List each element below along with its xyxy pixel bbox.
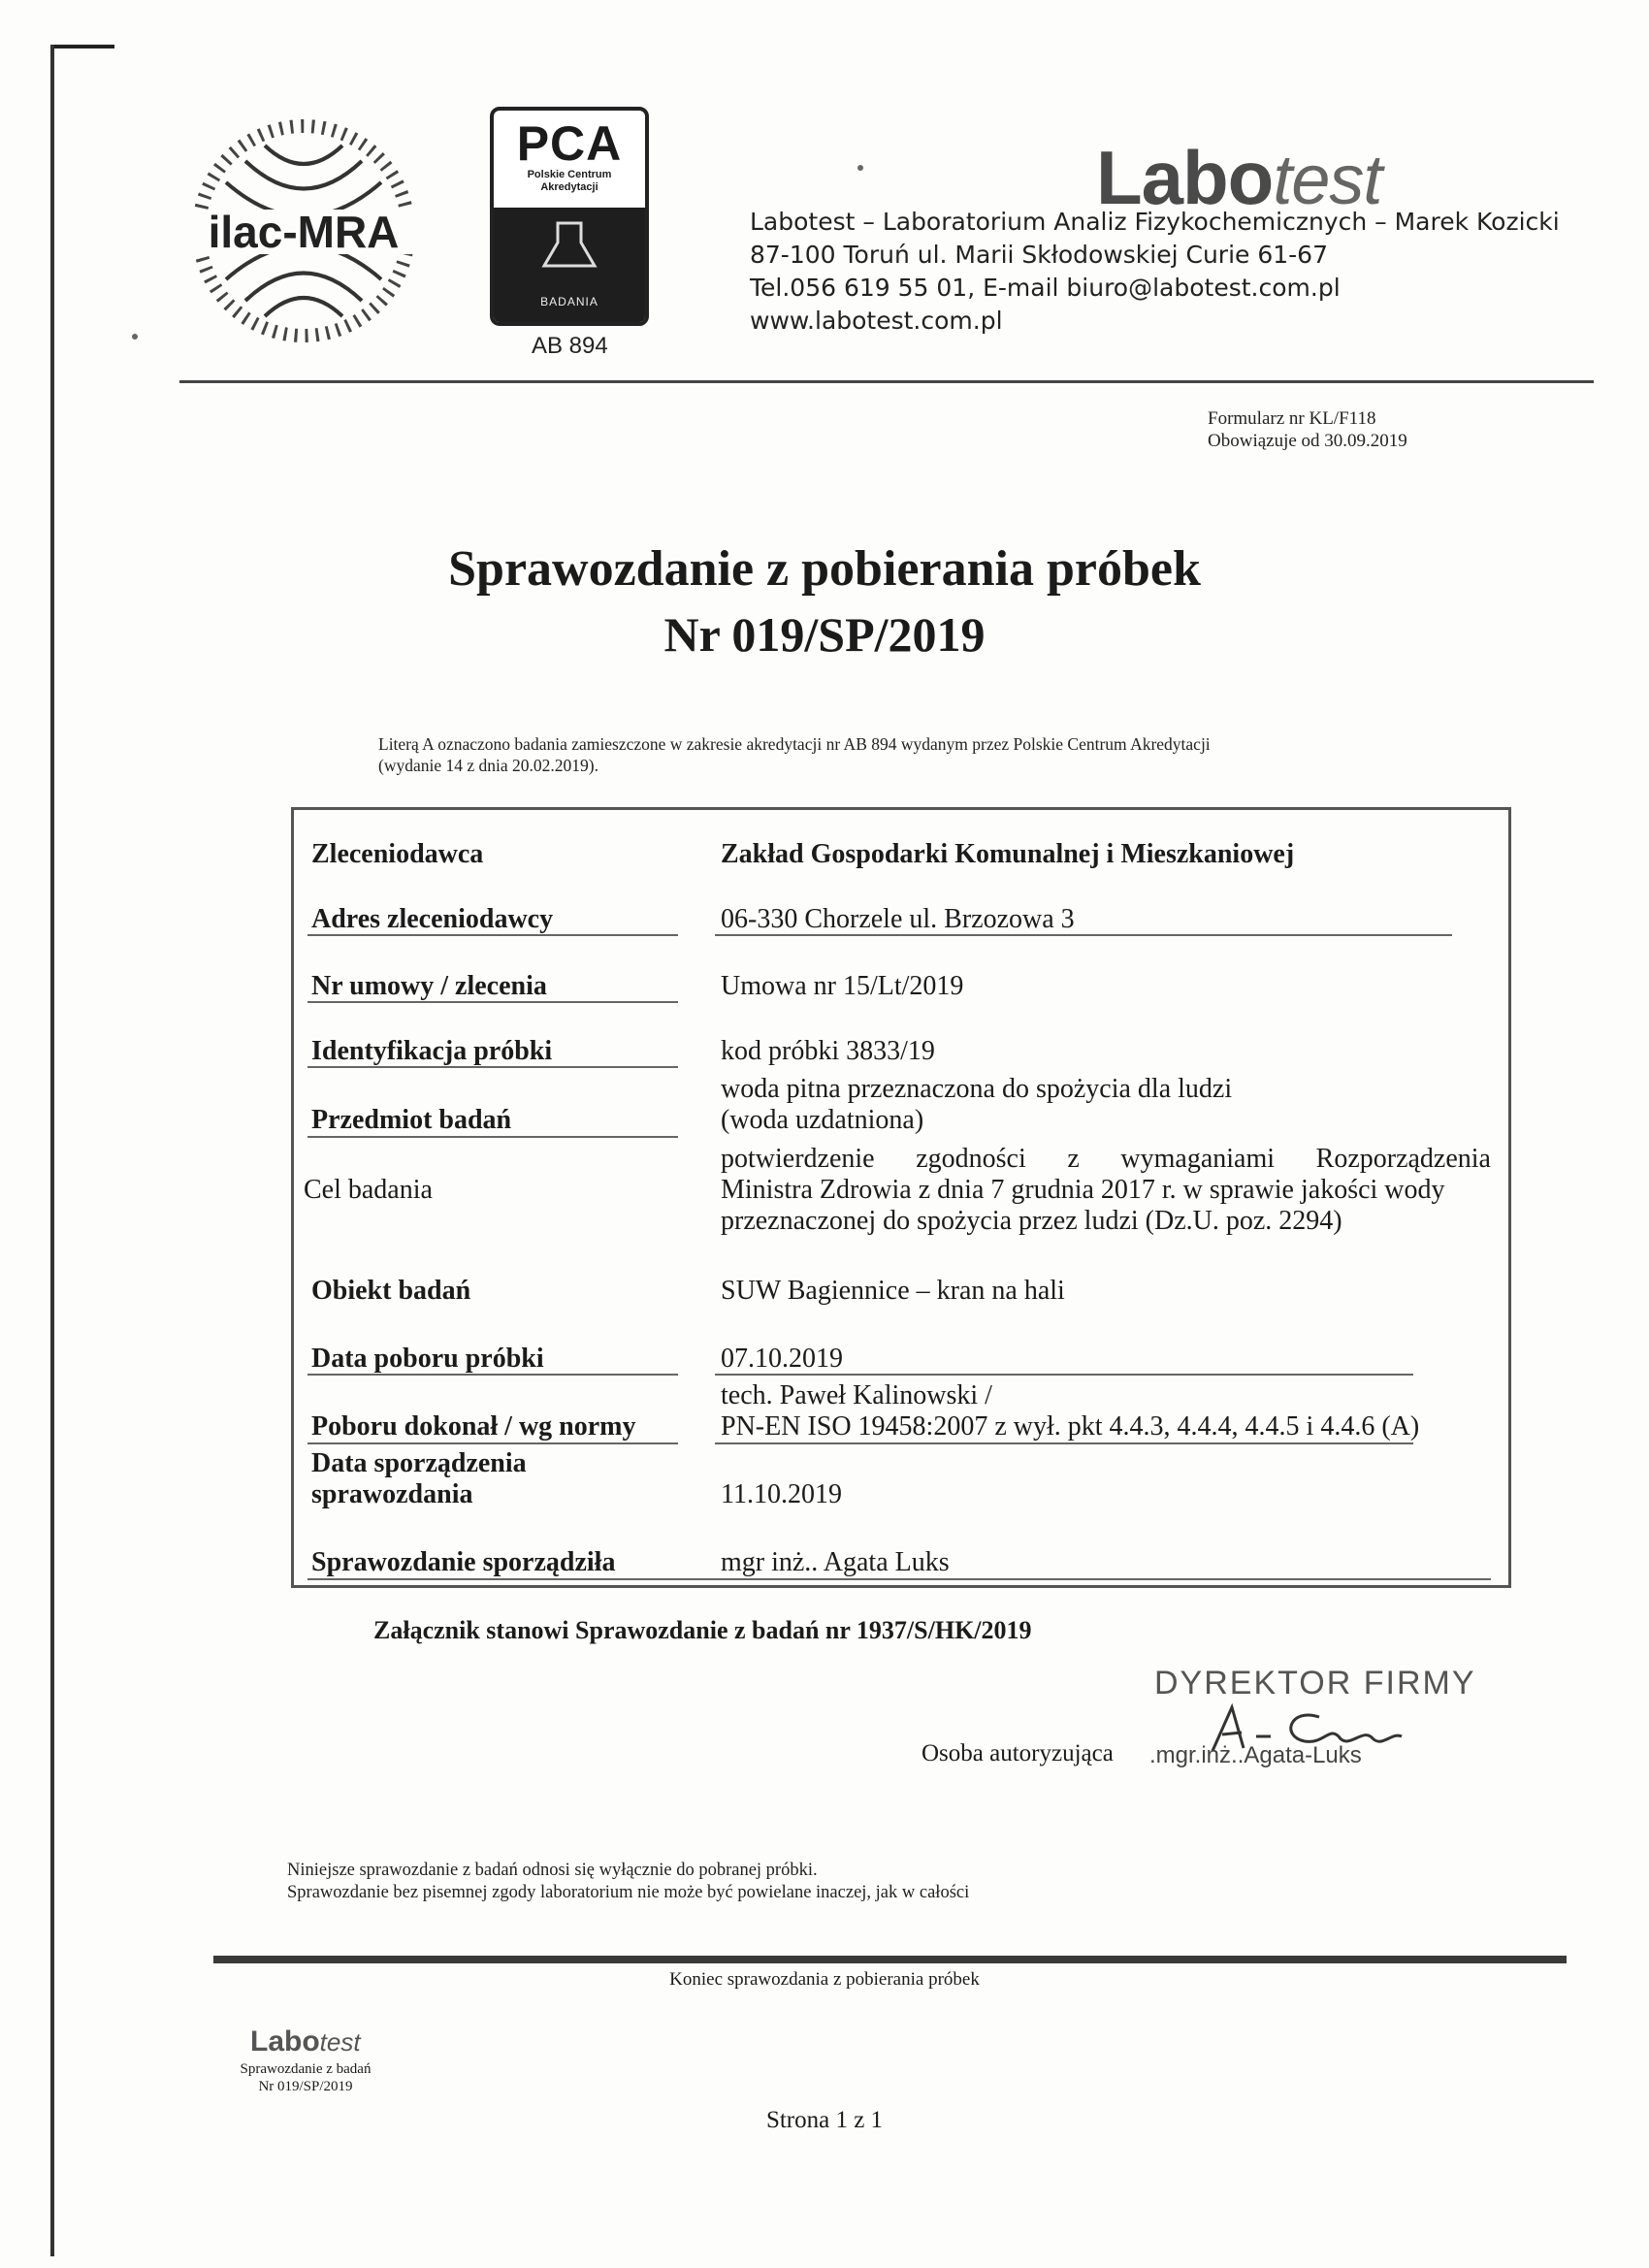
row-divider xyxy=(307,1001,678,1003)
document-number: Nr 019/SP/2019 xyxy=(663,607,986,662)
pca-logo xyxy=(490,107,649,326)
end-of-report: Koniec sprawozdania z pobierania próbek xyxy=(669,1969,980,1990)
attachment-note: Załącznik stanowi Sprawozdanie z badań nr 1937/S/HK/2019 xyxy=(373,1616,1032,1644)
ilac-mra-logo xyxy=(173,114,435,347)
form-info xyxy=(1208,407,1407,452)
disclaimer-notes: Niniejsze sprawozdanie z badań odnosi się wyłącznie do pobranej próbki. Sprawozdanie bez pisemnej zgody laboratorium nie może być powielane inaczej, jak w całości xyxy=(287,1861,970,1902)
lab-phone-email: Tel.056 619 55 01, E-mail biuro@labotest.com.pl xyxy=(750,274,1341,302)
lab-contact-block xyxy=(750,206,1560,338)
authorizing-person-name: .mgr.inż..Agata-Luks xyxy=(1149,1742,1362,1768)
row-divider xyxy=(307,1066,678,1068)
page-number: Strona 1 z 1 xyxy=(765,2107,884,2133)
flask-icon xyxy=(498,208,641,285)
pca-subtitle-1: Polskie Centrum xyxy=(527,169,612,180)
document-title: Sprawozdanie z pobierania próbek xyxy=(448,541,1201,597)
scan-speck xyxy=(132,334,138,340)
footer-document-id: Sprawozdanie z badań Nr 019/SP/2019 xyxy=(240,2061,372,2094)
scan-border-left xyxy=(50,45,54,2256)
form-valid-from: Obowiązuje od 30.09.2019 xyxy=(1208,431,1407,451)
lab-address: 87-100 Toruń ul. Marii Skłodowskiej Curie 61-67 xyxy=(750,241,1328,269)
form-number: Formularz nr KL/F118 xyxy=(1208,408,1376,429)
pca-title: PCA xyxy=(516,116,623,171)
director-stamp: DYREKTOR FIRMY xyxy=(1154,1665,1476,1701)
row-divider xyxy=(307,1442,678,1444)
labotest-logo: Labotest xyxy=(1096,135,1382,220)
lab-website: www.labotest.com.pl xyxy=(750,307,1003,335)
pca-subtitle-2: Akredytacji xyxy=(540,181,598,193)
footer-labotest-logo: Labotest xyxy=(250,2025,361,2057)
footer-divider xyxy=(213,1956,1567,1963)
lab-name: Labotest – Laboratorium Analiz Fizykochemicznych – Marek Kozicki xyxy=(750,208,1560,236)
pca-badania: BADANIA xyxy=(540,295,598,308)
row-divider xyxy=(715,1442,1413,1444)
row-divider xyxy=(307,1136,678,1138)
row-divider xyxy=(715,1374,1413,1376)
scan-border-top xyxy=(50,45,114,49)
accreditation-note: Literą A oznaczono badania zamieszczone w zakresie akredytacji nr AB 894 wydanym przez Polskie Centrum Akredytacji (wydanie 14 z dnia 20.02.2019). xyxy=(378,734,1211,775)
svg-text:ilac-MRA: ilac-MRA xyxy=(208,207,400,257)
row-divider xyxy=(307,1374,678,1376)
authorizing-person-label: Osoba autoryzująca xyxy=(922,1740,1114,1766)
header-divider xyxy=(179,380,1594,383)
sampling-details-table: Zleceniodawca Zakład Gospodarki Komunalnej i Mieszkaniowej Adres zleceniodawcy 06-330 Chorzele ul. Brzozowa 3 Nr umowy / zlecenia Umowa nr 15/Lt/2019 Identyfikacja próbki kod próbki 3833/19 woda pitna przeznaczona do spożycia dla ludzi Przedmiot badań (woda uzdatniona) potwierdzenie zgodności z wymaganiami Rozporządzenia Cel badania Ministra Zdrowia z dnia 7 grudnia 2017 r. w sprawie jakości wody przeznaczonej do spożycia przez ludzi (Dz.U. poz. 2294) Obiekt badań SUW Bagiennice – kran na hali Data poboru próbki 07.10.2019 tech. Paweł Kalinowski / Poboru dokonał / wg normy PN-EN ISO 19458:2007 z wył. pkt 4.4.3, 4.4.4, 4.4.5 i 4.4.6 (A) Data sporządzenia sprawozdania 11.10.2019 Sprawozdanie sporządziła mgr inż.. Agata Luks xyxy=(291,807,1511,1588)
row-divider xyxy=(307,934,678,936)
pca-accreditation-number: AB 894 xyxy=(532,333,608,359)
scan-speck xyxy=(857,165,863,171)
row-divider xyxy=(307,1578,1491,1580)
row-divider xyxy=(715,934,1452,936)
